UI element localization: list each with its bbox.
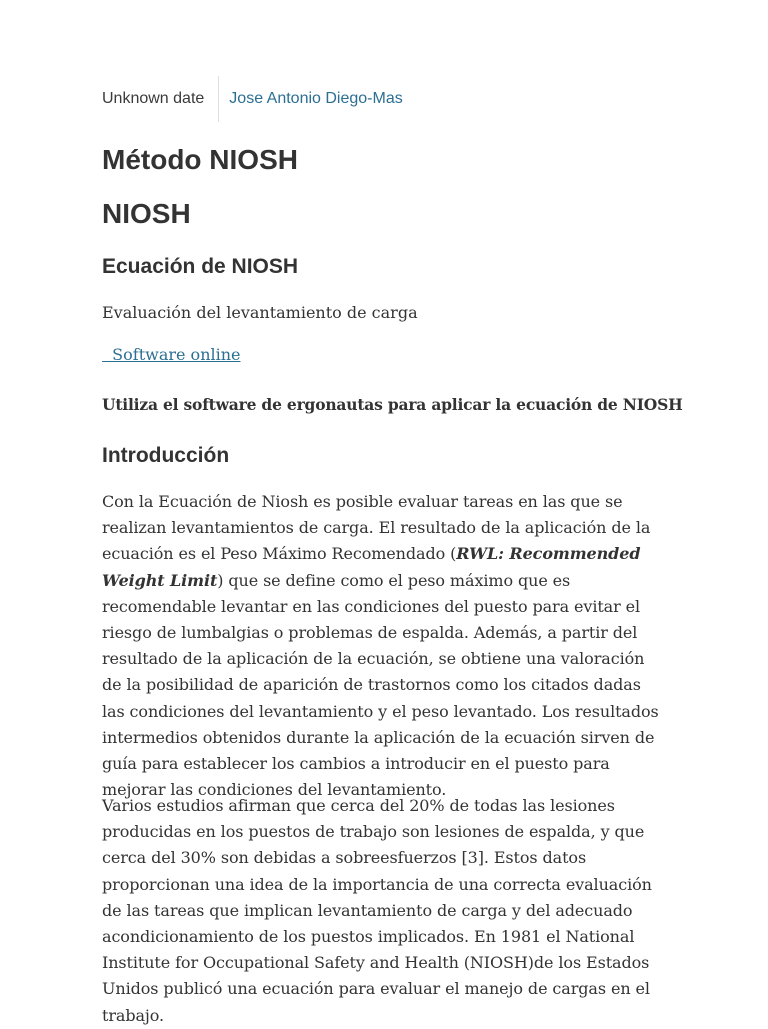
intro-paragraph-1 [102, 489, 668, 803]
page-subtitle-title: NIOSH [102, 198, 191, 229]
software-online-link[interactable]: Software online [102, 345, 241, 364]
section-subtitle: Evaluación del levantamiento de carga [102, 303, 418, 322]
intro-p1-text-start: Con la Ecuación de Niosh es posible evaluar tareas en las que se realizan levantamientos de carga. El resultado de la aplicación de la ecuación es el Peso Máximo Recomendado ( [102, 492, 651, 564]
section-title-introduccion: Introducción [102, 444, 230, 467]
page-title: Método NIOSH [102, 144, 298, 175]
intro-paragraph-2: Varios estudios afirman que cerca del 20% de todas las lesiones producidas en los puestos de trabajo son lesiones de espalda, y que cerca del 30% son debidas a sobreesfuerzos [3]. Estos datos proporcionan una idea de la importancia de una correcta evaluación de las tareas que implican levantamiento de carga y del adecuado acondicionamiento de los puestos implicados. En 1981 el National Institute for Occupational Safety and Health (NIOSH)de los Estados Unidos publicó una ecuación para evaluar el manejo de cargas en el trabajo. [102, 796, 652, 1025]
publish-date: Unknown date [102, 90, 205, 107]
software-tagline: Utiliza el software de ergonautas para aplicar la ecuación de NIOSH [102, 395, 683, 414]
author-link[interactable]: Jose Antonio Diego-Mas [229, 90, 403, 107]
section-title-ecuacion: Ecuación de NIOSH [102, 255, 299, 278]
article-meta [102, 76, 403, 122]
intro-p1-text-end: ) que se define como el peso máximo que es recomendable levantar en las condiciones del puesto para evitar el riesgo de lumbalgias o problemas de espalda. Además, a partir del resultado de la aplicación de la ecuación, se obtiene una valoración de la posibilidad de aparición de trastornos como los citados dadas las condiciones del levantamiento y el peso levantado. Los resultados intermedios obtenidos durante la aplicación de la ecuación sirven de guía para establecer los cambios a introducir en el puesto para mejorar las condiciones del levantamiento. [102, 570, 659, 800]
rwl-emphasis: RWL: Recommended Weight Limit [102, 544, 641, 590]
